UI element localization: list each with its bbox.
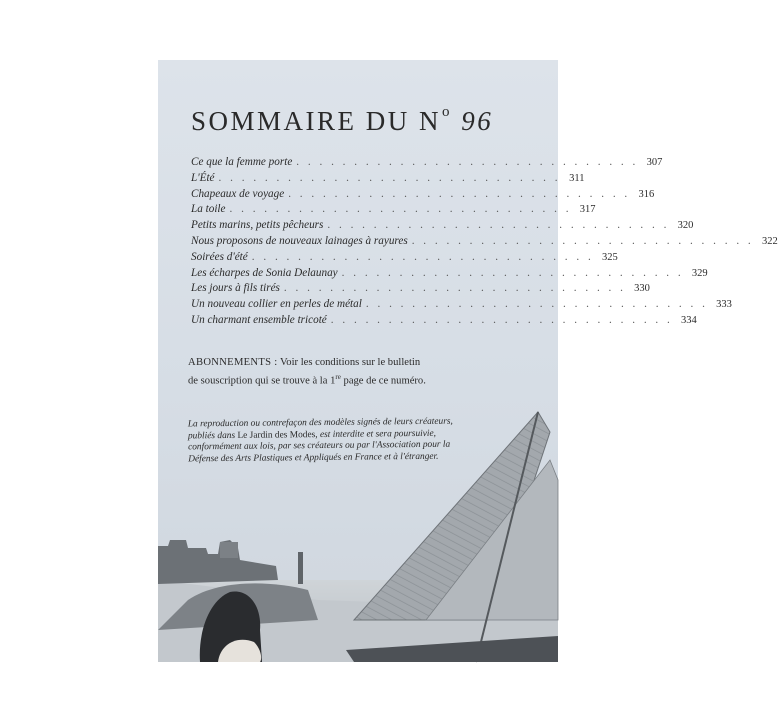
toc-label: L'Été (191, 171, 215, 184)
subscription-text: de souscription qui se trouve à la 1 (188, 375, 336, 387)
sailboat-illustration (158, 60, 558, 662)
toc-page: 316 (638, 188, 655, 200)
toc-label: Petits marins, petits pêcheurs (191, 219, 324, 232)
toc-leader: . . . . . . . . . . . . . . . . . . . . . . . . . . . . . . (327, 219, 670, 232)
toc-page: 320 (677, 220, 694, 232)
toc-label: Les écharpes de Sonia Delaunay (191, 266, 338, 279)
subscription-text: Voir les conditions sur le bulletin (280, 357, 421, 368)
toc-leader: . . . . . . . . . . . . . . . . . . . . . . . . . . . . . . (218, 171, 561, 184)
toc-leader: . . . . . . . . . . . . . . . . . . . . . . . . . . . . . . (365, 298, 708, 311)
subscription-text: page de ce numéro. (343, 375, 426, 387)
toc-page: 311 (569, 172, 585, 184)
toc-label: Les jours à fils tirés (191, 282, 280, 295)
toc-page: 307 (646, 157, 663, 168)
legal-text: La reproduction ou contrefaçon des modèles signés de leurs créateurs, publiés dans (187, 416, 453, 441)
toc-leader: . . . . . . . . . . . . . . . . . . . . . . . . . . . . . . (288, 187, 631, 200)
town-building (220, 542, 238, 558)
legal-text: est interdite et sera poursuivie, conformément aux lois, par ses créateurs ou par l'Association pour la Défense des Arts Plastiques et Appliqués en France et à l'étranger. (188, 428, 451, 465)
toc-label: Soirées d'été (191, 250, 248, 263)
title-number-sign: o (442, 104, 453, 120)
toc-leader: . . . . . . . . . . . . . . . . . . . . . . . . . . . . . . (229, 203, 572, 216)
toc-label: Un nouveau collier en perles de métal (191, 298, 362, 311)
toc-label: Chapeaux de voyage (191, 187, 285, 200)
toc-page: 330 (634, 283, 650, 295)
magazine-page (158, 60, 778, 662)
toc-leader: . . . . . . . . . . . . . . . . . . . . . . . . . . . . . . (411, 234, 754, 247)
toc-page: 322 (761, 235, 778, 247)
toc-leader: . . . . . . . . . . . . . . . . . . . . . . . . . . . . . . (341, 266, 684, 279)
issue-number: 96 (461, 106, 494, 136)
toc-label: Nous proposons de nouveaux lainages à rayures (191, 234, 408, 247)
lighthouse (298, 552, 303, 584)
subscription-heading: ABONNEMENTS : (188, 357, 278, 368)
toc-page: 334 (681, 314, 697, 326)
publication-name: Le Jardin des Modes, (237, 429, 318, 441)
subscription-sup: re (335, 373, 341, 381)
toc-label: La toile (191, 203, 226, 216)
toc-page: 325 (602, 251, 618, 263)
toc-leader: . . . . . . . . . . . . . . . . . . . . . . . . . . . . . . (296, 156, 639, 168)
toc-label: Ce que la femme porte (191, 156, 293, 168)
coastal-town (158, 540, 278, 584)
title-text: SOMMAIRE DU N (191, 106, 442, 136)
toc-page: 333 (716, 299, 732, 311)
toc-leader: . . . . . . . . . . . . . . . . . . . . . . . . . . . . . . (283, 282, 626, 295)
toc-page: 329 (691, 267, 708, 279)
toc-leader: . . . . . . . . . . . . . . . . . . . . . . . . . . . . . . (330, 313, 673, 326)
toc-leader: . . . . . . . . . . . . . . . . . . . . . . . . . . . . . . (251, 250, 594, 263)
toc-page: 317 (579, 204, 596, 216)
toc-label: Un charmant ensemble tricoté (191, 313, 327, 326)
